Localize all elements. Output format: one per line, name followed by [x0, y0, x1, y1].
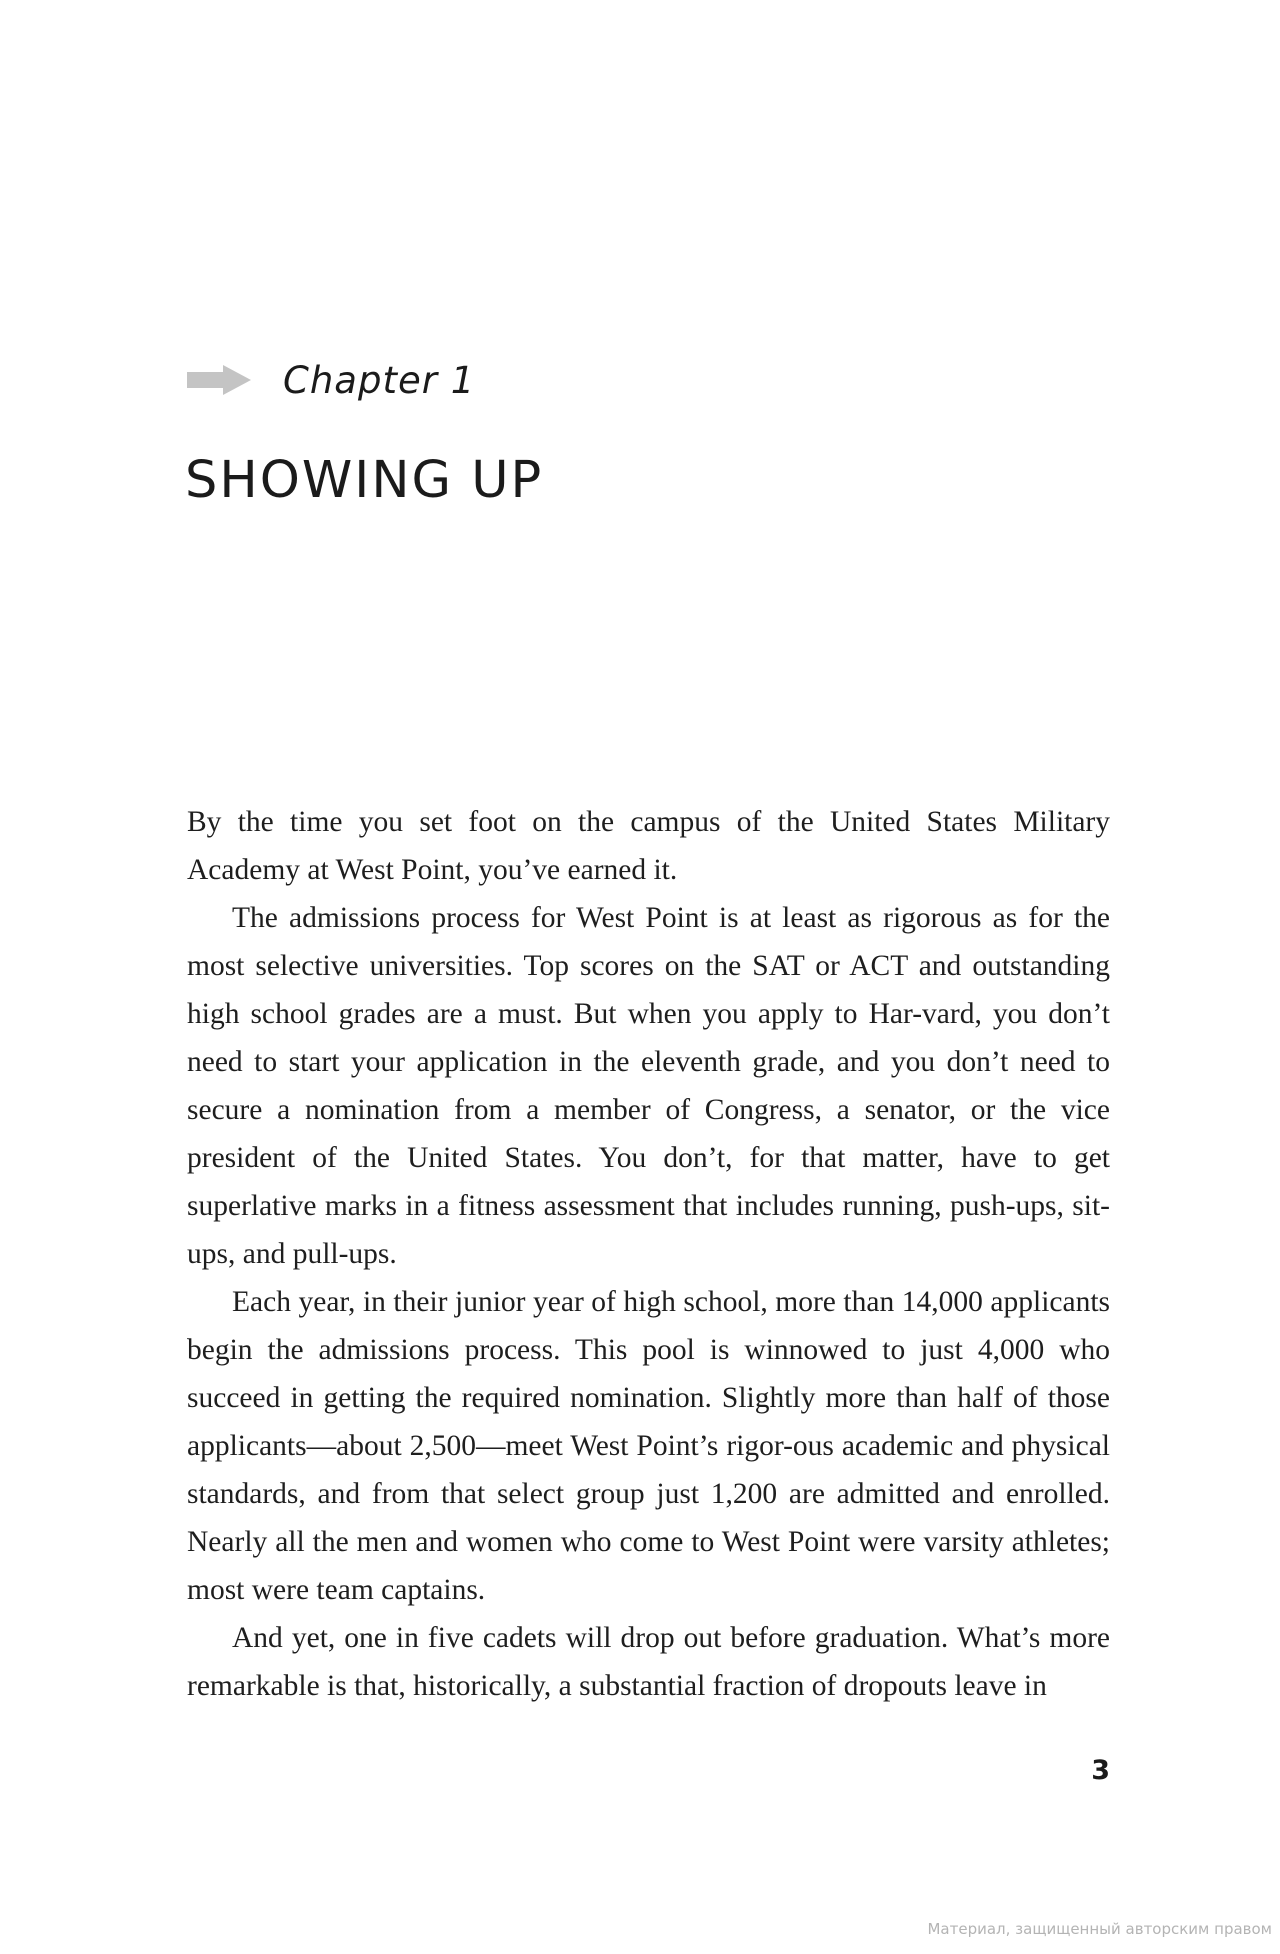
page-number: 3 — [1091, 1755, 1110, 1786]
paragraph: Each year, in their junior year of high school, more than 14,000 applicants begin the admissions process. This pool is winnowed to just 4,000 who succeed in getting the required nomination. Slightly more than half of those applicants—about 2,500—meet West Point’s rigor-ous academic and physical standards, and from that select group just 1,200 are admitted and enrolled. Nearly all the men and women who come to West Point were varsity athletes; most were team captains. — [187, 1286, 1110, 1606]
arrow-icon — [187, 365, 251, 395]
chapter-title: SHOWING UP — [185, 451, 544, 510]
paragraph: By the time you set foot on the campus of the United States Military Academy at West Point, you’ve earned it. — [187, 806, 1110, 886]
chapter-label — [187, 350, 475, 410]
copyright-watermark: Материал, защищенный авторским правом — [927, 1920, 1272, 1938]
body-text — [187, 798, 1110, 1710]
paragraph: And yet, one in five cadets will drop out before graduation. What’s more remarkable is that, historically, a substantial fraction of dropouts leave in — [187, 1622, 1110, 1702]
chapter-number: Chapter 1 — [283, 358, 476, 402]
paragraph: The admissions process for West Point is at least as rigorous as for the most selective universities. Top scores on the SAT or ACT and outstanding high school grades are a must. But when you apply to Har-vard, you don’t need to start your application in the eleventh grade, and you don’t need to secure a nomination from a member of Congress, a senator, or the vice president of the United States. You don’t, for that matter, have to get superlative marks in a fitness assessment that includes running, push-ups, sit-ups, and pull-ups. — [187, 902, 1110, 1270]
